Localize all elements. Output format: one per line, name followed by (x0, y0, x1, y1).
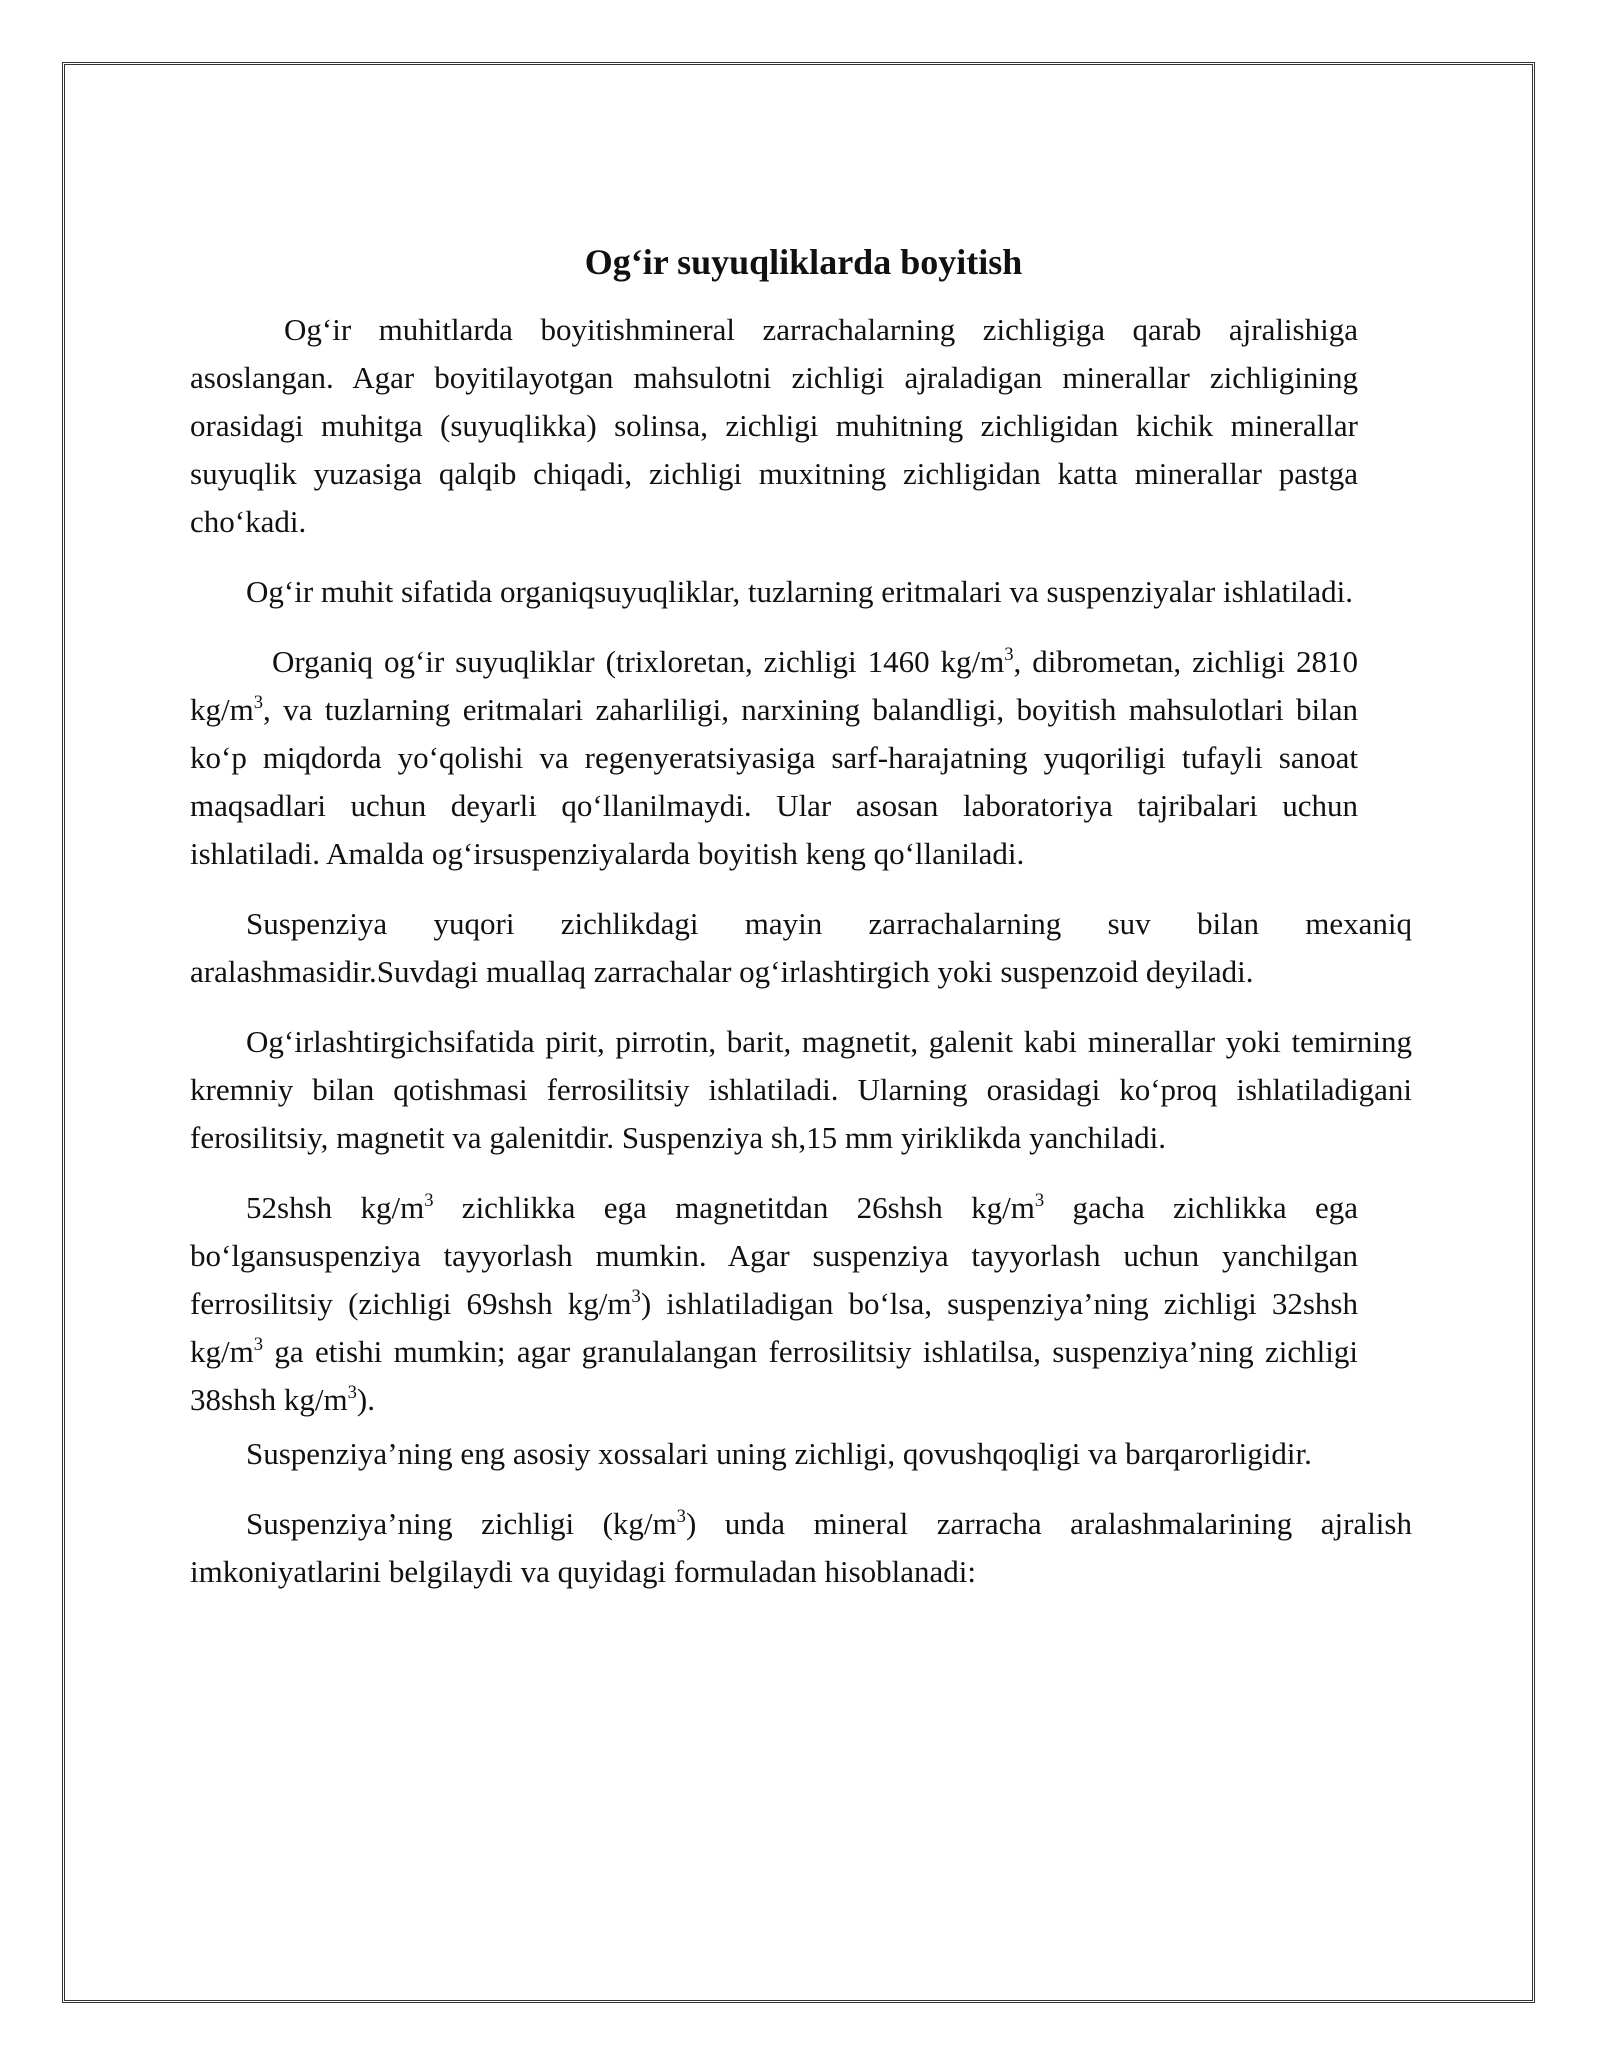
superscript: 3 (631, 1285, 641, 1307)
text-run: Organiq og‘ir suyuqliklar (trixloretan, zichligi 1460 kg/m (272, 644, 1005, 679)
text-run: zichlikka ega magnetitdan 26shsh kg/m (433, 1190, 1035, 1225)
text-run: ) unda mineral zarracha aralashmalarining ajralish imkoniyatlarini belgilaydi va quyidagi formuladan hisoblanadi: (190, 1506, 1412, 1589)
paragraph-7: Suspenziya’ning eng asosiy xossalari uning zichligi, qovushqoqligi va barqarorligidir. (246, 1436, 1312, 1471)
superscript: 3 (424, 1189, 434, 1211)
document-title: Og‘ir suyuqliklarda boyitish (584, 242, 1023, 282)
text-run: Suspenziya’ning zichligi (kg/m (246, 1506, 677, 1541)
document-body (190, 232, 1417, 1618)
superscript: 3 (347, 1381, 357, 1403)
text-run: , dibrometan, zichligi 2810 kg/m (190, 644, 1358, 727)
paragraph-1: Og‘ir muhitlarda boyitishmineral zarrachalarning zichligiga qarab ajralishiga asoslangan. Agar boyitilayotgan mahsulotni zichligi ajraladigan minerallar zichligining orasidagi muhitga (suyuqlikka) solinsa, zichligi muhitning zichligidan kichik minerallar suyuqlik yuzasiga qalqib chiqadi, zichligi muxitning zichligidan katta minerallar pastga cho‘kadi. (190, 312, 1358, 539)
superscript: 3 (1034, 1189, 1045, 1211)
text-run: ga etishi mumkin; agar granulalangan ferrosilitsiy ishlatilsa, suspenziya’ning zichligi 38shsh kg/m (190, 1334, 1358, 1417)
paragraph-8 (190, 1500, 1412, 1596)
text-run: , va tuzlarning eritmalari zaharliligi, narxining balandligi, boyitish mahsulotlari bilan ko‘p miqdorda yo‘qolishi va regenyeratsiyasiga sarf-harajatning yuqoriligi tufayli sanoat maqsadlari uchun deyarli qo‘llanilmaydi. Ular asosan laboratoriya tajribalari uchun ishlatiladi. Amalda og‘irsuspenziyalarda boyitish keng qo‘llaniladi. (190, 692, 1358, 871)
paragraph-6 (190, 1184, 1358, 1424)
text-run: ). (356, 1382, 375, 1417)
paragraph-3 (190, 638, 1358, 878)
paragraph-5: Og‘irlashtirgichsifatida pirit, pirrotin, barit, magnetit, galenit kabi minerallar yoki temirning kremniy bilan qotishmasi ferrosilitsiy ishlatiladi. Ularning orasidagi ko‘proq ishlatiladigani ferosilitsiy, magnetit va galenitdir. Suspenziya sh,15 mm yiriklikda yanchiladi. (190, 1024, 1412, 1155)
superscript: 3 (253, 1333, 264, 1355)
superscript: 3 (676, 1505, 686, 1527)
paragraph-4: Suspenziya yuqori zichlikdagi mayin zarrachalarning suv bilan mexaniq aralashmasidir.Suvdagi muallaq zarrachalar og‘irlashtirgich yoki suspenzoid deyiladi. (190, 906, 1412, 989)
paragraph-2: Og‘ir muhit sifatida organiqsuyuqliklar, tuzlarning eritmalari va suspenziyalar ishlatiladi. (246, 574, 1354, 609)
text-run: gacha zichlikka ega bo‘lgansuspenziya tayyorlash mumkin. Agar suspenziya tayyorlash uchun yanchilgan ferrosilitsiy (zichligi 69shsh kg/m (190, 1190, 1359, 1321)
text-run: ) ishlatiladigan bo‘lsa, suspenziya’ning zichligi 32shsh kg/m (190, 1286, 1358, 1369)
text-run: 52shsh kg/m (246, 1190, 425, 1225)
superscript: 3 (1004, 643, 1014, 665)
superscript: 3 (253, 691, 264, 713)
